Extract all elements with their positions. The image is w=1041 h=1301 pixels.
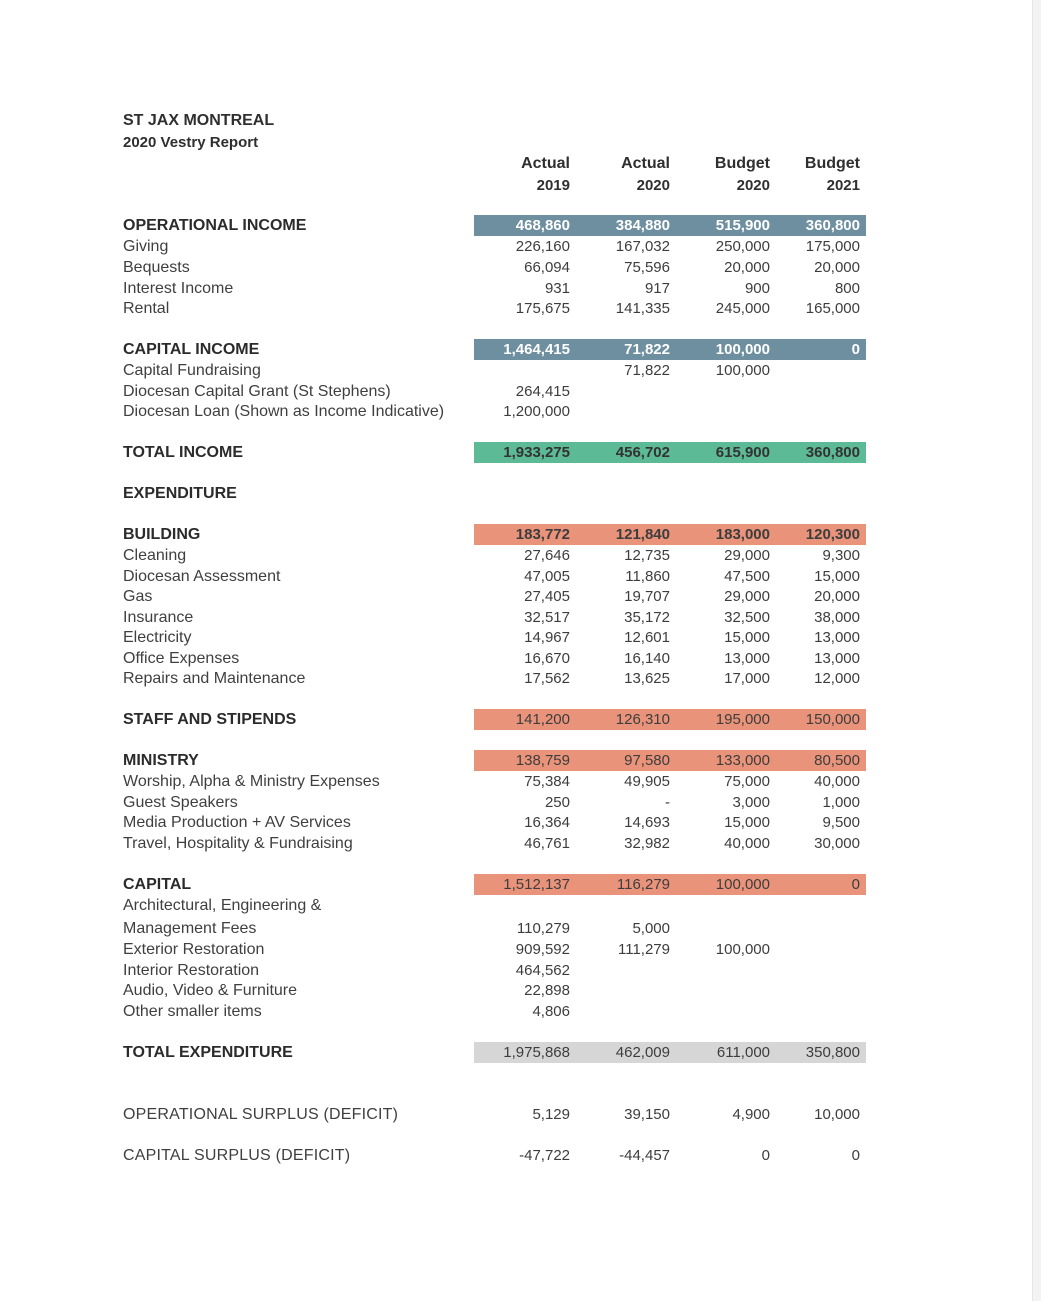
row-value: 15,000 — [724, 814, 770, 831]
row-value: 13,625 — [624, 670, 670, 687]
row-value: 100,000 — [715, 876, 770, 893]
row-label: Interior Restoration — [123, 962, 260, 979]
row-value: 71,822 — [624, 362, 670, 379]
column-header-top: Actual — [621, 155, 670, 172]
row-value: 16,670 — [524, 650, 570, 667]
row-value: - — [665, 794, 670, 811]
row-value: 16,364 — [524, 814, 570, 831]
row-value: 183,000 — [715, 526, 770, 543]
row-value: 468,860 — [515, 217, 570, 234]
row-label: OPERATIONAL SURPLUS (DEFICIT) — [123, 1106, 399, 1123]
row-value: 120,300 — [805, 526, 860, 543]
row-value: 97,580 — [624, 752, 670, 769]
column-header-year: 2020 — [636, 177, 670, 194]
line-item-row — [0, 960, 1041, 981]
line-item-row — [0, 833, 1041, 854]
row-value: 20,000 — [724, 259, 770, 276]
row-label: CAPITAL — [123, 876, 192, 893]
section-row — [0, 709, 1041, 730]
line-item-row — [0, 895, 1041, 916]
row-label: Interest Income — [123, 280, 234, 297]
row-value: 515,900 — [715, 217, 770, 234]
line-item-row — [0, 607, 1041, 628]
row-label: Diocesan Assessment — [123, 568, 281, 585]
row-value: 615,900 — [715, 444, 770, 461]
row-value: 4,900 — [732, 1106, 770, 1123]
line-item-row — [0, 566, 1041, 587]
row-value: 1,200,000 — [503, 403, 570, 420]
row-value: 0 — [851, 341, 860, 358]
row-value: 13,000 — [814, 650, 860, 667]
row-value: 14,693 — [624, 814, 670, 831]
row-value: 27,646 — [524, 547, 570, 564]
row-label: Guest Speakers — [123, 794, 238, 811]
column-header-year: 2019 — [536, 177, 570, 194]
row-label: CAPITAL SURPLUS (DEFICIT) — [123, 1147, 351, 1164]
row-value: 141,335 — [615, 300, 670, 317]
row-value: 384,880 — [615, 217, 670, 234]
row-value: 29,000 — [724, 588, 770, 605]
row-value: 1,464,415 — [503, 341, 570, 358]
row-value: 100,000 — [715, 341, 770, 358]
summary-row — [0, 1145, 1041, 1166]
line-item-row — [0, 812, 1041, 833]
row-value: 175,675 — [515, 300, 570, 317]
section-row — [0, 1042, 1041, 1063]
row-value: 464,562 — [515, 962, 570, 979]
row-value: 20,000 — [814, 259, 860, 276]
row-value: 75,000 — [724, 773, 770, 790]
row-value: 900 — [744, 280, 770, 297]
line-item-row — [0, 668, 1041, 689]
row-value: 11,860 — [625, 568, 670, 585]
row-value: 1,933,275 — [503, 444, 570, 461]
row-value: 462,009 — [615, 1044, 670, 1061]
row-value: 126,310 — [615, 711, 670, 728]
row-label: Travel, Hospitality & Fundraising — [123, 835, 353, 852]
row-label: Audio, Video & Furniture — [123, 982, 298, 999]
row-label: Media Production + AV Services — [123, 814, 351, 831]
row-value: 167,032 — [615, 238, 670, 255]
column-header-top: Budget — [714, 155, 770, 172]
line-item-row — [0, 771, 1041, 792]
section-row — [0, 483, 1041, 504]
line-item-row — [0, 648, 1041, 669]
row-value: 1,000 — [822, 794, 860, 811]
summary-row — [0, 1104, 1041, 1125]
row-value: 22,898 — [524, 982, 570, 999]
row-value: 250,000 — [715, 238, 770, 255]
row-value: 226,160 — [515, 238, 570, 255]
row-value: 80,500 — [814, 752, 860, 769]
row-value: 110,279 — [516, 920, 570, 937]
row-value: 245,000 — [715, 300, 770, 317]
column-header — [480, 153, 570, 197]
row-value: 350,800 — [805, 1044, 860, 1061]
row-value: 13,000 — [814, 629, 860, 646]
row-value: 46,761 — [524, 835, 570, 852]
row-value: 9,300 — [822, 547, 860, 564]
row-value: 17,562 — [524, 670, 570, 687]
row-value: 138,759 — [515, 752, 570, 769]
row-value: 0 — [761, 1147, 770, 1164]
column-header — [680, 153, 770, 197]
row-value: 141,200 — [515, 711, 570, 728]
row-value: 150,000 — [805, 711, 860, 728]
row-label: BUILDING — [123, 526, 201, 543]
row-value: 5,129 — [532, 1106, 570, 1123]
row-value: 16,140 — [624, 650, 670, 667]
row-value: 5,000 — [632, 920, 670, 937]
row-label: CAPITAL INCOME — [123, 341, 260, 358]
row-value: 17,000 — [724, 670, 770, 687]
line-item-row — [0, 586, 1041, 607]
row-value: -47,722 — [519, 1147, 570, 1164]
org-title: ST JAX MONTREAL — [123, 112, 275, 129]
section-row — [0, 215, 1041, 236]
line-item-row — [0, 918, 1041, 939]
column-header-top: Budget — [804, 155, 860, 172]
row-value: 32,517 — [524, 609, 570, 626]
row-label: Other smaller items — [123, 1003, 262, 1020]
row-value: 165,000 — [805, 300, 860, 317]
row-label: TOTAL INCOME — [123, 444, 243, 461]
row-value: 12,735 — [624, 547, 670, 564]
row-value: 121,840 — [615, 526, 670, 543]
row-label: Architectural, Engineering & — [123, 897, 322, 914]
row-value: 40,000 — [814, 773, 860, 790]
row-value: 195,000 — [715, 711, 770, 728]
line-item-row — [0, 278, 1041, 299]
row-value: 19,707 — [624, 588, 670, 605]
row-value: 35,172 — [624, 609, 670, 626]
section-row — [0, 524, 1041, 545]
column-header-top: Actual — [521, 155, 570, 172]
row-label: MINISTRY — [123, 752, 199, 769]
row-value: 116,279 — [616, 876, 670, 893]
row-value: 66,094 — [524, 259, 570, 276]
row-label: Management Fees — [123, 920, 257, 937]
row-value: 32,982 — [624, 835, 670, 852]
row-value: 12,000 — [814, 670, 860, 687]
row-value: 931 — [544, 280, 570, 297]
line-item-row — [0, 792, 1041, 813]
row-label: Rental — [123, 300, 170, 317]
line-item-row — [0, 401, 1041, 422]
row-value: 611,000 — [716, 1044, 770, 1061]
row-value: 456,702 — [615, 444, 670, 461]
row-label: STAFF AND STIPENDS — [123, 711, 297, 728]
row-value: 360,800 — [805, 217, 860, 234]
row-value: 75,596 — [624, 259, 670, 276]
section-row — [0, 874, 1041, 895]
column-header — [770, 153, 860, 197]
line-item-row — [0, 257, 1041, 278]
row-label: Giving — [123, 238, 169, 255]
row-value: 264,415 — [515, 383, 570, 400]
row-value: 38,000 — [814, 609, 860, 626]
row-value: 47,005 — [524, 568, 570, 585]
line-item-row — [0, 545, 1041, 566]
row-value: 39,150 — [624, 1106, 670, 1123]
row-label: Gas — [123, 588, 153, 605]
row-value: 111,279 — [618, 941, 670, 958]
column-header-year: 2021 — [826, 177, 860, 194]
row-label: Cleaning — [123, 547, 187, 564]
row-label: EXPENDITURE — [123, 485, 237, 502]
line-item-row — [0, 381, 1041, 402]
row-value: 9,500 — [822, 814, 860, 831]
row-label: Insurance — [123, 609, 194, 626]
row-label: Repairs and Maintenance — [123, 670, 306, 687]
row-value: 133,000 — [715, 752, 770, 769]
section-row — [0, 750, 1041, 771]
row-value: 71,822 — [624, 341, 670, 358]
row-value: 14,967 — [524, 629, 570, 646]
row-value: 0 — [851, 1147, 860, 1164]
row-value: 360,800 — [805, 444, 860, 461]
row-value: 909,592 — [515, 941, 570, 958]
row-value: 100,000 — [715, 941, 770, 958]
row-value: 250 — [544, 794, 570, 811]
line-item-row — [0, 980, 1041, 1001]
line-item-row — [0, 360, 1041, 381]
row-value: 1,512,137 — [503, 876, 570, 893]
row-value: 183,772 — [515, 526, 570, 543]
row-label: Electricity — [123, 629, 192, 646]
row-label: TOTAL EXPENDITURE — [123, 1044, 293, 1061]
row-value: 15,000 — [814, 568, 860, 585]
row-value: -44,457 — [619, 1147, 670, 1164]
row-value: 47,500 — [724, 568, 770, 585]
report-title: 2020 Vestry Report — [123, 134, 259, 151]
row-value: 15,000 — [724, 629, 770, 646]
line-item-row — [0, 236, 1041, 257]
row-value: 1,975,868 — [503, 1044, 570, 1061]
row-value: 3,000 — [732, 794, 770, 811]
column-header-year: 2020 — [736, 177, 770, 194]
row-label: Diocesan Loan (Shown as Income Indicative) — [123, 403, 445, 420]
row-value: 75,384 — [524, 773, 570, 790]
row-label: Office Expenses — [123, 650, 240, 667]
row-value: 49,905 — [624, 773, 670, 790]
line-item-row — [0, 1001, 1041, 1022]
row-label: Worship, Alpha & Ministry Expenses — [123, 773, 380, 790]
row-value: 30,000 — [814, 835, 860, 852]
row-value: 40,000 — [724, 835, 770, 852]
row-value: 32,500 — [724, 609, 770, 626]
row-value: 13,000 — [724, 650, 770, 667]
row-value: 29,000 — [724, 547, 770, 564]
row-value: 800 — [834, 280, 860, 297]
column-header — [580, 153, 670, 197]
row-value: 27,405 — [524, 588, 570, 605]
row-value: 4,806 — [532, 1003, 570, 1020]
row-value: 100,000 — [715, 362, 770, 379]
row-label: Capital Fundraising — [123, 362, 261, 379]
line-item-row — [0, 627, 1041, 648]
row-label: Bequests — [123, 259, 190, 276]
section-row — [0, 339, 1041, 360]
row-label: Diocesan Capital Grant (St Stephens) — [123, 383, 391, 400]
section-row — [0, 442, 1041, 463]
line-item-row — [0, 939, 1041, 960]
row-value: 12,601 — [624, 629, 670, 646]
row-value: 917 — [644, 280, 670, 297]
row-label: OPERATIONAL INCOME — [123, 217, 307, 234]
row-label: Exterior Restoration — [123, 941, 265, 958]
row-value: 0 — [851, 876, 860, 893]
row-value: 175,000 — [805, 238, 860, 255]
row-value: 20,000 — [814, 588, 860, 605]
row-value: 10,000 — [814, 1106, 860, 1123]
line-item-row — [0, 298, 1041, 319]
